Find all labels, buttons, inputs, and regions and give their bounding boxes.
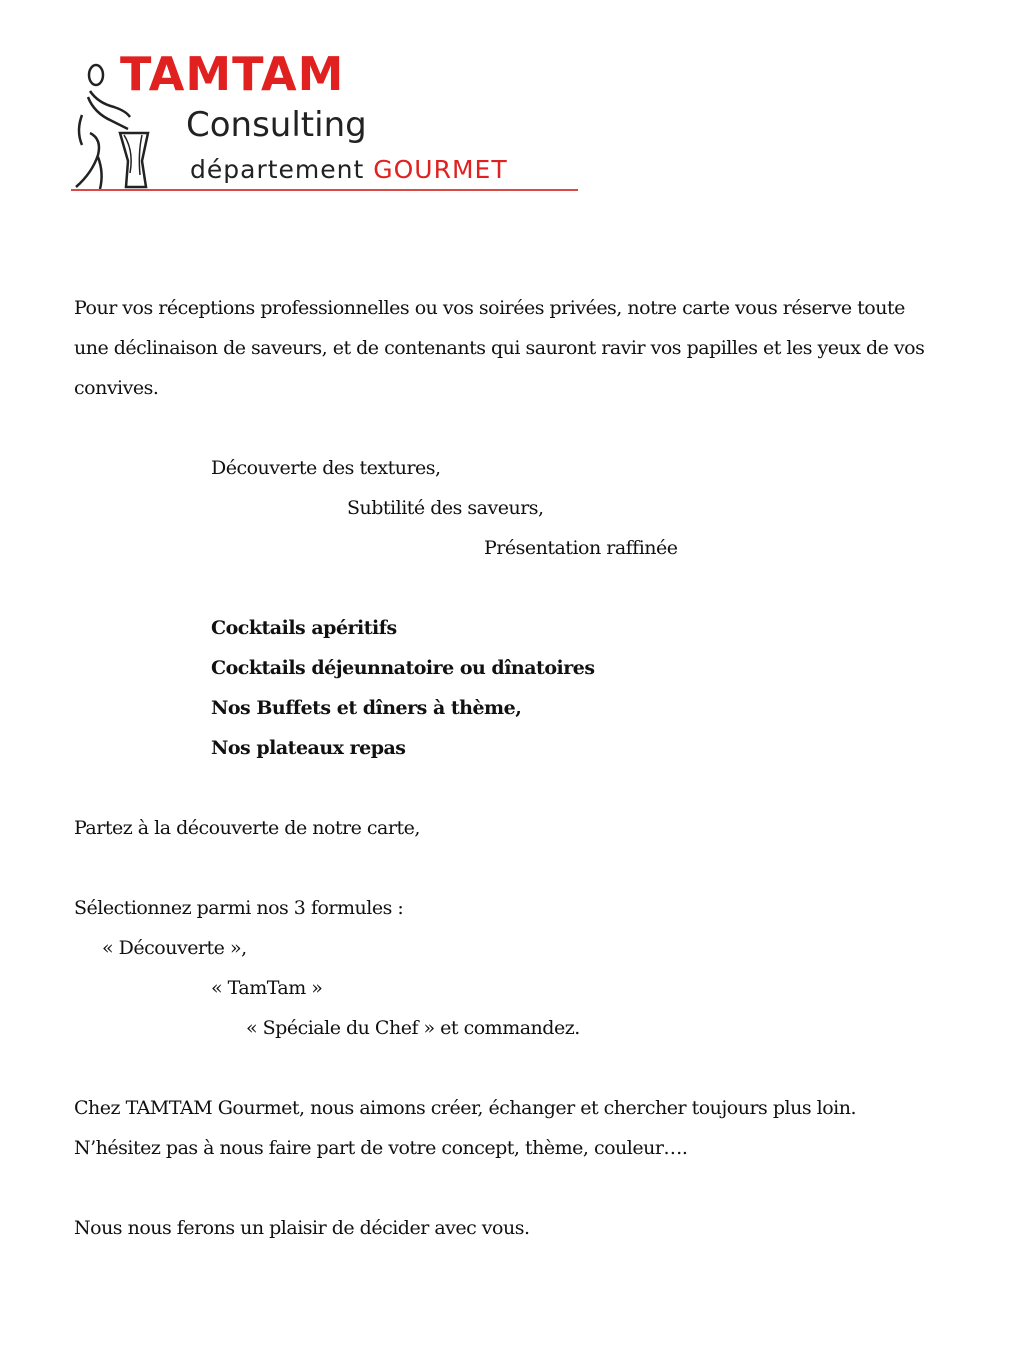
logo-department: [190, 155, 508, 184]
tagline-textures: Découverte des textures,: [211, 457, 441, 479]
closing-line-1: Chez TAMTAM Gourmet, nous aimons créer, échanger et chercher toujours plus loin.: [74, 1097, 856, 1119]
invite-text: Partez à la découverte de notre carte,: [74, 817, 420, 839]
formula-tamtam: « TamTam »: [211, 977, 323, 999]
formula-speciale-chef: « Spéciale du Chef » et commandez.: [246, 1017, 580, 1039]
company-logo: [68, 47, 583, 197]
logo-department-accent: GOURMET: [373, 155, 508, 184]
offer-buffets: Nos Buffets et dîners à thème,: [211, 697, 522, 719]
intro-line-3: convives.: [74, 377, 159, 399]
logo-department-prefix: département: [190, 155, 374, 184]
logo-subtitle: Consulting: [186, 105, 367, 145]
logo-underline: [71, 189, 578, 191]
closing-line-3: Nous nous ferons un plaisir de décider avec vous.: [74, 1217, 530, 1239]
intro-line-2: une déclinaison de saveurs, et de contenants qui sauront ravir vos papilles et les yeux de vos: [74, 337, 925, 359]
tagline-presentation: Présentation raffinée: [484, 537, 678, 559]
offer-cocktails-dejeunnatoire: Cocktails déjeunnatoire ou dînatoires: [211, 657, 595, 679]
formula-decouverte: « Découverte »,: [102, 937, 247, 959]
tagline-flavours: Subtilité des saveurs,: [347, 497, 544, 519]
intro-line-1: Pour vos réceptions professionnelles ou vos soirées privées, notre carte vous réserve toute: [74, 297, 905, 319]
closing-line-2: N’hésitez pas à nous faire part de votre concept, thème, couleur….: [74, 1137, 688, 1159]
formulas-intro: Sélectionnez parmi nos 3 formules :: [74, 897, 404, 919]
offer-plateaux-repas: Nos plateaux repas: [211, 737, 406, 759]
logo-brand: TAMTAM: [120, 47, 345, 101]
offer-cocktails-aperitifs: Cocktails apéritifs: [211, 617, 397, 639]
